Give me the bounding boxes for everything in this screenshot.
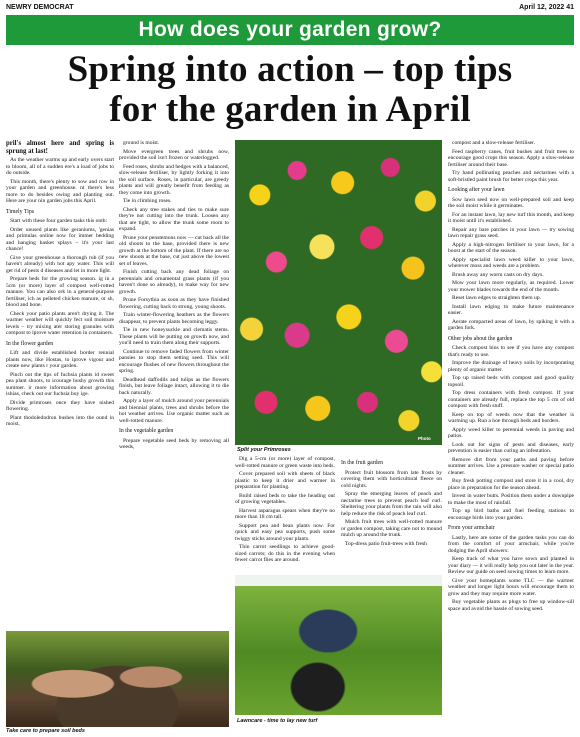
photo-credit: Photo xyxy=(418,436,431,441)
paragraph: For an instant lawn, lay new turf this month, and keep it moist until it's established. xyxy=(448,211,574,224)
lawn-photo-caption: Lawncare - time to lay new turf xyxy=(237,718,318,724)
paragraph: Train winter-flowering heathers as the flowers disappear, to prevent plants becoming leggy. xyxy=(119,312,229,325)
paragraph: Apply weed killer to perennial weeds in paving and patios. xyxy=(448,426,574,439)
paragraph: Top-dress patio fruit-trees with fresh xyxy=(345,540,427,547)
paragraph: Reset lawn edges to straighten them up. xyxy=(452,295,542,301)
paragraph: Prune Forsythia as soon as they have finished flowering, cutting back to strong, young shoots. xyxy=(119,297,229,310)
page-headline xyxy=(6,50,574,130)
paragraph: Mulch fruit trees with well-rotted manure or garden compost, taking care not to mound mulch up around the trunk. xyxy=(341,519,442,538)
paragraph: Order unused plants like geraniums, 'genias and primulas online now for immer bedding and hanging basket splays – it's your last chance! xyxy=(6,226,114,252)
paragraph: Check compost bins to see if you have any compost that's ready to use. xyxy=(448,345,574,358)
lawn-turf-photo xyxy=(235,575,442,715)
paragraph: Give your homeplants some TLC — the warmer weather and longer light hours will encourage them to grow and they may require more water. xyxy=(448,577,574,597)
paragraph: Check any tree stakes and ties to make sure they're not cutting into the trunk. Loosen any that are tight, to allow the trunk some room to expand. xyxy=(119,206,229,232)
primroses-photo xyxy=(235,140,442,445)
paragraph: Apply a high-nitrogen fertiliser to your lawn, for a boost at the start of the season. xyxy=(448,241,574,254)
paragraph: Prepare beds for the growing season. ig in a 5cm (or more) layer of compost well-rotted manure. You can also ork in a general-purpose fertiliser, ich as pelleted chicken manure, or sh, blood and bone. xyxy=(6,276,114,308)
paragraph: Prepare vegetable seed beds by removing all weeds, xyxy=(119,437,229,450)
paragraph: Buy vegetable plants as plugs to free up window-sill space and avoid the hassle of sowing seed. xyxy=(448,599,574,612)
paragraph: Keep track of what you have sown and planted in your diary — it will really help you out later in the year. Review our guide on seed sowing times to learn more. xyxy=(448,556,574,575)
paragraph: Deadhead daffodils and tulips as the flowers finish, but leave foliage intact, allowing it to die back naturally. xyxy=(119,376,229,396)
subheading: Timely Tips xyxy=(6,208,34,215)
paragraph: Aerate compacted areas of lawn, by spiking it with a garden fork. xyxy=(448,318,574,331)
banner-title: How does your garden grow? xyxy=(138,18,442,41)
paragraph: Finish cutting back any dead foliage on perennials and ornamental grass plants (if you haven't done so already), to make way for new growth. xyxy=(119,269,229,295)
primroses-caption: Split your Primroses xyxy=(237,447,291,453)
paragraph: Cover prepared soil with sheets of black plastic to keep it drier and warmer in preparation for planting. xyxy=(235,471,335,490)
paragraph: Sow lawn seed now on well-prepared soil and keep the soil moist while it germinates. xyxy=(448,196,574,209)
paragraph: Plant thodoledndron bushes into the ound in moist, xyxy=(6,414,114,427)
paragraph: Top up raised beds with compost and good quality topsoil. xyxy=(448,375,574,388)
paragraph: Pinch out the tips of fuchsia plants id sweet pea plant shoots, to icourage bushy growth this summer. ir more information about growing ishias, check out our fuchsia buy ige. xyxy=(6,371,114,397)
paragraph: As the weather warms up and early overs start to bloom, all of a sudden ere's a load of jobs to do outside. xyxy=(6,157,114,176)
paragraph: Harvest asparagus spears when they're no more than 18 cm tall. xyxy=(235,507,335,520)
paragraph: Build raised beds to take the heading out of growing vegetables. xyxy=(235,492,335,505)
section-banner xyxy=(6,15,574,45)
subheading: From your armchair xyxy=(448,525,495,531)
paragraph: Tie in climbing roses. xyxy=(123,198,172,204)
article-column-1 xyxy=(6,140,114,630)
paragraph: Move evergreen trees and shrubs now, provided the soil isn't frozen or waterlogged. xyxy=(119,148,229,161)
paragraph: Spray the emerging leaves of peach and nectarine trees to prevent peach leaf curl. Sheltering your plants from the rain will also help reduce the risk of peach leaf curl. xyxy=(341,491,442,517)
paragraph: Support pea and bean plants now. For quick and easy pea supports, push some twiggy sticks around your plants. xyxy=(235,522,335,542)
paragraph: Invest in water butts. Position them under a downpipe to make the most of rainfall. xyxy=(448,493,574,506)
paragraph: Lift and divide established border rennial plants now, like Hostas, to iprove vigour and create new plants r your garden. xyxy=(6,350,114,369)
article-column-5 xyxy=(448,140,574,734)
paragraph: Continue to remove faded flowers from winter pansies to stop them setting seed. This will encourage flushes of new flowers throughout the spring. xyxy=(119,348,229,374)
paragraph: Improve the drainage of heavy soils by incorporating plenty of organic matter. xyxy=(448,360,574,373)
paragraph: Start with these four garden tasks this onth: xyxy=(10,218,108,224)
paragraph: Top up bird baths and fuel feeding stations to encourage birds into your garden. xyxy=(448,508,574,521)
headline-line-2: for the garden in April xyxy=(109,89,471,130)
paragraph: Prune your penstemons now — cut back all the old shoots to the base, provided there is new growth at the bottom of the plant. If there are no new shoots at the base, cut just above the lowest set of leaves. xyxy=(119,234,229,267)
paragraph: Top dress containers with fresh compost. If your containers are already full, replace the top 5 cm of old compost with fresh stuff. xyxy=(448,390,574,409)
paragraph: Give your greenhouse a thorough rub (if you haven't already) with hot apy water. This will get rid of pests d diseases and let in more light. xyxy=(6,254,114,274)
paragraph: ground is moist. xyxy=(123,140,160,146)
paragraph: Brush away any worm casts on dry days. xyxy=(452,271,544,278)
soil-hands-photo xyxy=(6,631,229,727)
subheading: In the fruit garden xyxy=(341,460,384,466)
paragraph: Apply specialist lawn weed killer to your lawn, wherever moss and weeds are a problem. xyxy=(448,256,574,269)
paragraph: Dig a 5-cm (or more) layer of compost, well-rotted manure or green waste into beds. xyxy=(235,456,335,469)
paragraph: Keep on top of weeds now that the weather is warming up. Run a hoe through beds and borders. xyxy=(448,411,574,424)
paragraph: This month, there's plenty to sow and row in your garden and greenhouse. nt there's less more to do besides owing and planting out. Here are your nin garden jobs this April. xyxy=(6,178,114,204)
paragraph: Thin carrot seedlings to achieve good-sized carrots; do this in the evening when fewer carrot flies are around. xyxy=(235,544,335,563)
paragraph: Lastly, here are some of the garden tasks you can do from the comfort of your armchair, while you're dodging the April showers: xyxy=(448,534,574,554)
paragraph: Install lawn edging to make future maintenance easier. xyxy=(448,303,574,316)
newspaper-name: NEWRY DEMOCRAT xyxy=(6,4,74,11)
paragraph: Feed roses, shrubs and hedges with a balanced, slow-release fertiliser, by lightly forking it into the soil surface. Roses, in particular, are greedy plants and will greatly benefit from feeding as they come into growth. xyxy=(119,163,229,196)
headline-line-1: Spring into action – top tips xyxy=(67,49,513,90)
paragraph: Feed raspberry canes, fruit bushes and fruit trees to encourage good crops this season. Apply a slow-release fertiliser around their base. xyxy=(448,148,574,168)
subheading: Looking after your lawn xyxy=(448,187,505,193)
paragraph: Buy fresh potting compost and store it in a cool, dry place in preparation for the season ahead. xyxy=(448,478,574,491)
hands-photo-caption: Take care to prepare soil beds xyxy=(6,728,85,734)
subheading: Other jobs about the garden xyxy=(448,335,513,342)
paragraph: Check your patio plants aren't drying it. The warmer weather will quickly fect soil moisture levels – try mixing ater storing granules with compost to iprove water retention in containers. xyxy=(6,310,114,336)
article-column-4 xyxy=(341,456,442,576)
paragraph: Apply a layer of mulch around your perennials and biennial plants, trees and shrubs before the hot weather arrives. Use organic matter such as well-rotted manure. xyxy=(119,398,229,424)
issue-date: April 12, 2022 41 xyxy=(519,4,574,11)
subheading: In the flower garden xyxy=(6,340,54,347)
paragraph: Look out for signs of pests and diseases, early prevention is easier than curing an infestation. xyxy=(448,441,574,454)
paragraph: Protect fruit blossom from late frosts by covering them with horticultural fleece on cold nights. xyxy=(341,469,442,489)
paragraph: compost and a slow-release fertiliser. xyxy=(452,140,536,146)
paragraph: Mow your lawn more regularly, as required. Lower your mower blades towards the end of the month. xyxy=(448,280,574,293)
article-column-3 xyxy=(235,456,335,576)
article-column-2 xyxy=(119,140,229,470)
paragraph: pril's almost here and spring is sprung at last! xyxy=(6,140,114,155)
paragraph: Try hand pollinating peaches and nectarines with a soft-bristled paint brush for better crops this year. xyxy=(448,170,574,183)
paragraph: Divide primroses once they have nished flowering. xyxy=(6,399,114,412)
paragraph: Remove dirt from your paths and paving before summer arrives. Use a pressure washer or special patio cleaner. xyxy=(448,456,574,476)
paragraph: Repair any bare patches in your lawn — try sowing lawn repair grass seed. xyxy=(448,226,574,239)
paragraph: Tie in new honeysuckle and clematis stems. These plants will be putting on growth now, and you'll need to train them along their supports. xyxy=(119,327,229,346)
masthead xyxy=(6,4,574,14)
subheading: In the vegetable garden xyxy=(119,428,174,434)
